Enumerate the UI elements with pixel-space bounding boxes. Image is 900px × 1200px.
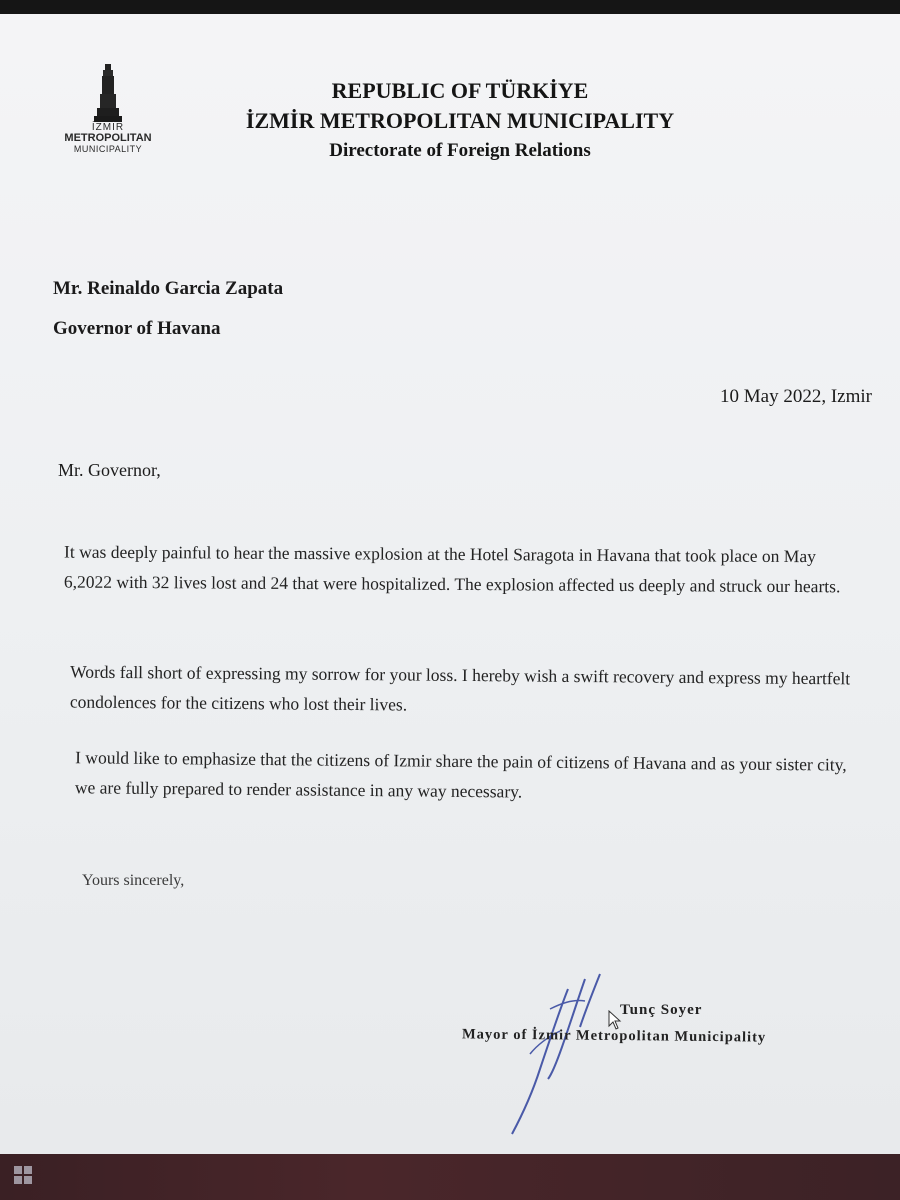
taskbar (0, 1154, 900, 1200)
logo-line-metropolitan: METROPOLITAN (64, 132, 152, 144)
clock-tower-icon (94, 64, 122, 122)
logo-line-city: İZMİR (91, 122, 125, 133)
signer-title: Mayor of İzmir Metropolitan Municipality (461, 1026, 767, 1046)
paragraph-2: Words fall short of expressing my sorrow for your loss. I hereby wish a swift recovery and express my heartfelt condolences for the citizens who lost their lives. (69, 661, 851, 715)
letterhead-directorate: Directorate of Foreign Relations (329, 140, 591, 161)
screen-bezel (0, 0, 900, 14)
start-button[interactable] (8, 1160, 38, 1190)
recipient-block (53, 269, 283, 349)
letter-date: 10 May 2022, Izmir (720, 386, 872, 407)
recipient-title: Governor of Havana (53, 318, 221, 339)
letterhead (200, 76, 720, 166)
letterhead-municipality: İZMİR METROPOLITAN MUNICIPALITY (245, 108, 675, 133)
logo-text (48, 122, 168, 155)
signer-name: Tunç Soyer (620, 1002, 703, 1018)
letterhead-country: REPUBLIC OF TÜRKİYE (331, 78, 589, 103)
recipient-name: Mr. Reinaldo Garcia Zapata (53, 278, 284, 299)
paragraph-1: It was deeply painful to hear the massive explosion at the Hotel Saragota in Havana that took place on May 6,2022 with 32 lives lost and 24 that were hospitalized. The explosion affected us deeply and struck our hearts. (63, 541, 841, 597)
windows-start-icon (14, 1166, 32, 1184)
salutation: Mr. Governor, (58, 460, 161, 480)
handwritten-signature (490, 969, 640, 1139)
logo-line-municipality: MUNICIPALITY (73, 144, 143, 154)
mouse-cursor-icon (608, 1010, 622, 1030)
letter-document (0, 14, 900, 1154)
izmir-municipality-logo (48, 64, 168, 174)
paragraph-3: I would like to emphasize that the citizens of Izmir share the pain of citizens of Havana and as your sister city, we are fully prepared to render assistance in any way necessary. (74, 747, 847, 802)
closing: Yours sincerely, (82, 872, 185, 889)
